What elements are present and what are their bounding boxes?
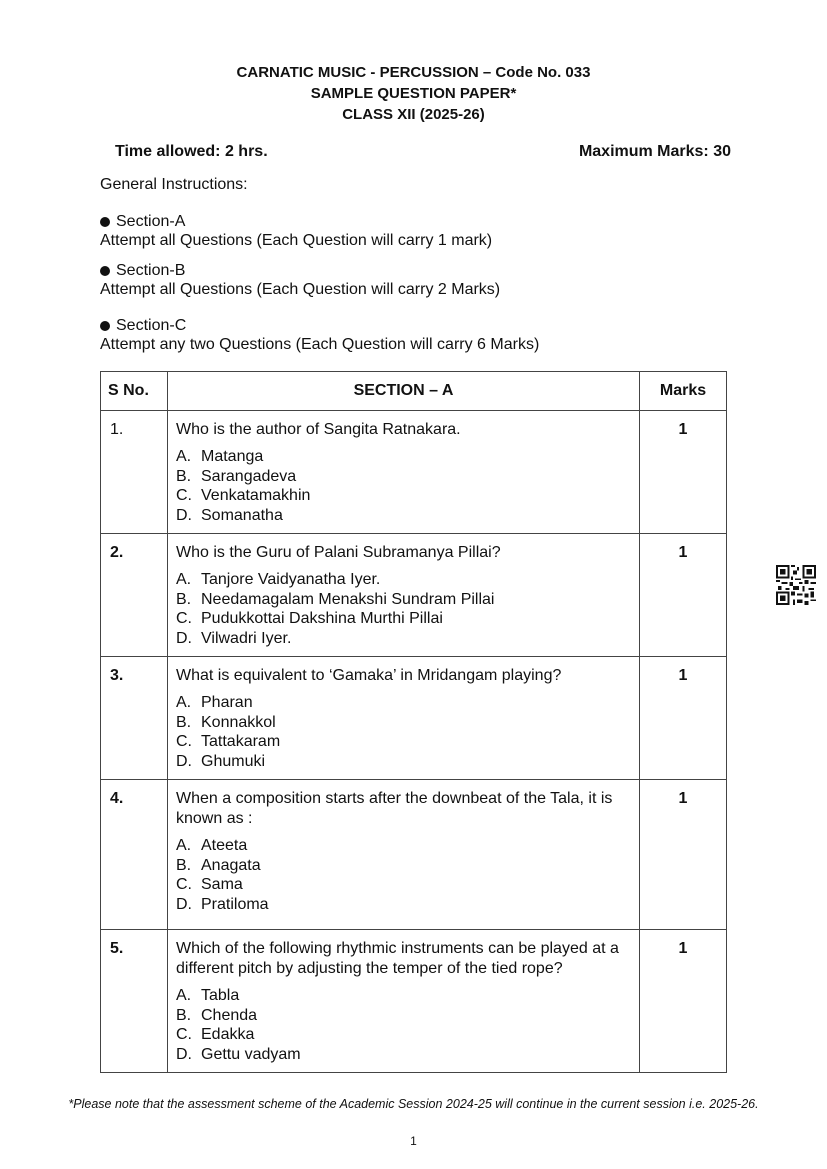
header-section: SECTION – A: [168, 372, 640, 411]
table-row: [101, 657, 727, 780]
option: C. Edakka: [176, 1026, 255, 1043]
option: B. Sarangadeva: [176, 467, 297, 485]
question-number: 4.: [101, 780, 168, 930]
class-label: CLASS XII (2025-26): [342, 106, 485, 123]
bullet-icon: [100, 321, 110, 331]
instruction-section-a: [100, 212, 492, 250]
option: A. Matanga: [176, 448, 264, 465]
option: A. Tanjore Vaidyanatha Iyer.: [176, 571, 381, 588]
option: C. Pudukkottai Dakshina Murthi Pillai: [176, 610, 443, 627]
question-text: Who is the author of Sangita Ratnakara.: [176, 421, 461, 438]
question-number: 1.: [101, 411, 168, 534]
time-allowed: Time allowed: 2 hrs.: [115, 143, 268, 160]
assessment-footnote: *Please note that the assessment scheme of the Academic Session 2024-25 will continue in the current session i.e. 2025-26.: [68, 1097, 759, 1111]
table-row: [101, 930, 727, 1073]
header-sno: S No.: [101, 372, 168, 411]
option: D. Ghumuki: [176, 752, 266, 770]
option: C. Sama: [176, 876, 243, 893]
question-marks: 1: [640, 930, 727, 1073]
question-cell: [168, 411, 640, 534]
question-marks: 1: [640, 411, 727, 534]
qr-code-icon: [776, 565, 816, 605]
section-instruction: Attempt any two Questions (Each Question will carry 6 Marks): [100, 336, 540, 353]
option: A. Ateeta: [176, 837, 248, 854]
table-header-row: [101, 372, 727, 411]
option: D. Somanatha: [176, 506, 283, 524]
question-marks: 1: [640, 534, 727, 657]
section-name: Section-A: [116, 213, 186, 230]
question-text: Who is the Guru of Palani Subramanya Pillai?: [176, 544, 501, 561]
question-number: 3.: [101, 657, 168, 780]
table-row: [101, 534, 727, 657]
option: B. Anagata: [176, 856, 261, 874]
option: D. Gettu vadyam: [176, 1045, 301, 1063]
option-list: [176, 693, 631, 771]
option-list: [176, 986, 631, 1064]
option: C. Tattakaram: [176, 733, 281, 750]
question-marks: 1: [640, 657, 727, 780]
question-number: 5.: [101, 930, 168, 1073]
section-instruction: Attempt all Questions (Each Question will carry 2 Marks): [100, 281, 501, 298]
question-cell: [168, 534, 640, 657]
bullet-icon: [100, 266, 110, 276]
option: A. Tabla: [176, 987, 240, 1004]
option-list: [176, 447, 631, 525]
option-list: [176, 570, 631, 648]
general-instructions-title: General Instructions:: [100, 176, 248, 193]
question-cell: [168, 657, 640, 780]
option: D. Vilwadri Iyer.: [176, 629, 292, 647]
question-text: When a composition starts after the downbeat of the Tala, it is known as :: [176, 790, 613, 827]
maximum-marks: Maximum Marks: 30: [578, 143, 731, 160]
paper-subtitle: SAMPLE QUESTION PAPER*: [310, 85, 517, 102]
option-list: [176, 836, 631, 914]
page-number: 1: [410, 1134, 417, 1148]
question-cell: [168, 930, 640, 1073]
table-row: [101, 411, 727, 534]
section-name: Section-C: [116, 317, 187, 334]
instruction-section-c: [100, 316, 539, 354]
option: B. Konnakkol: [176, 713, 276, 731]
section-name: Section-B: [116, 262, 186, 279]
bullet-icon: [100, 217, 110, 227]
table-row: [101, 780, 727, 930]
option: B. Needamagalam Menakshi Sundram Pillai: [176, 590, 495, 608]
question-cell: [168, 780, 640, 930]
question-marks: 1: [640, 780, 727, 930]
question-table: [100, 371, 727, 1073]
instruction-section-b: [100, 261, 500, 299]
option: A. Pharan: [176, 694, 253, 711]
question-text: What is equivalent to ‘Gamaka’ in Mridangam playing?: [176, 667, 562, 684]
paper-title: CARNATIC MUSIC - PERCUSSION – Code No. 033: [236, 64, 591, 81]
question-text: Which of the following rhythmic instruments can be played at a different pitch by adjusting the temper of the tied rope?: [176, 940, 619, 977]
question-number: 2.: [101, 534, 168, 657]
option: C. Venkatamakhin: [176, 487, 311, 504]
header-marks: Marks: [640, 372, 727, 411]
section-instruction: Attempt all Questions (Each Question will carry 1 mark): [100, 232, 493, 249]
option: D. Pratiloma: [176, 895, 269, 913]
option: B. Chenda: [176, 1006, 258, 1024]
